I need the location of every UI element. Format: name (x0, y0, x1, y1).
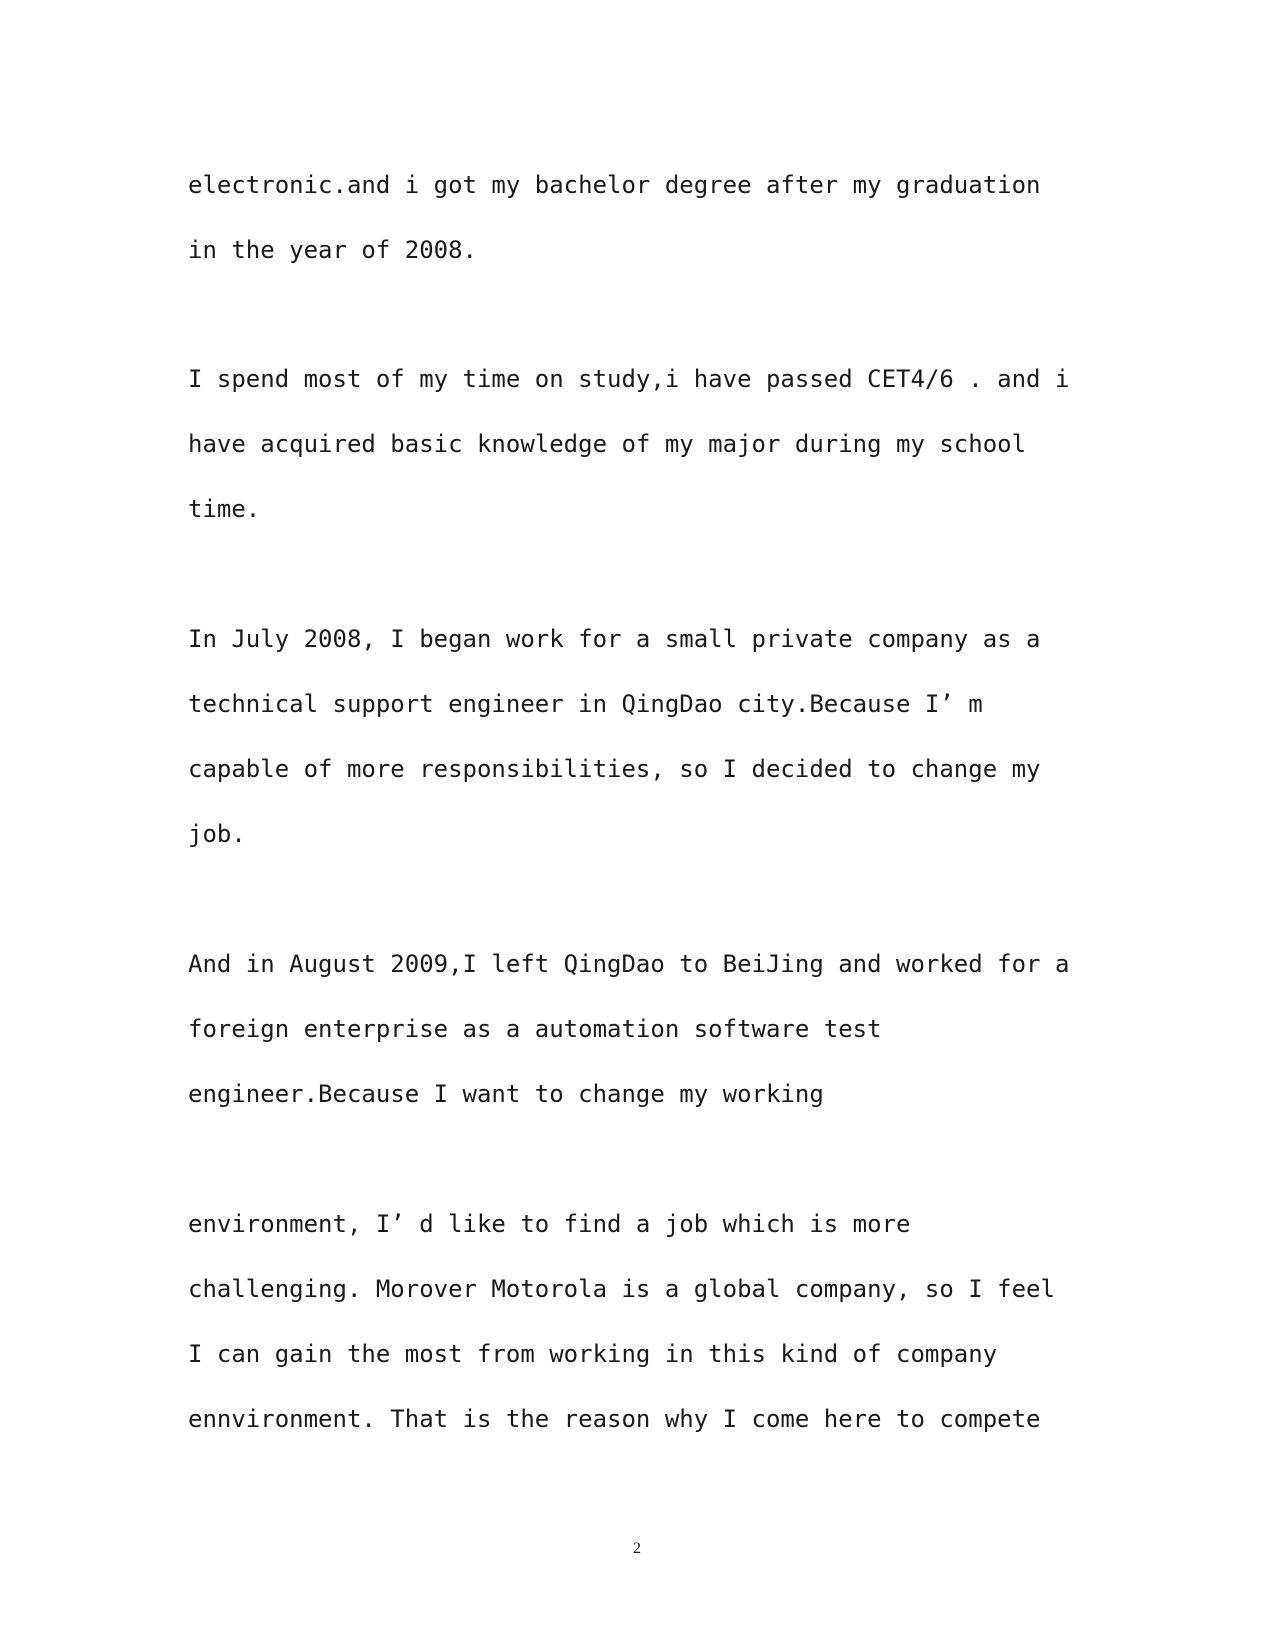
text-line: in the year of 2008. (188, 236, 477, 264)
text-line: foreign enterprise as a automation software test (188, 1015, 882, 1043)
text-line: have acquired basic knowledge of my major during my school (188, 430, 1027, 458)
text-line: I spend most of my time on study,i have passed CET4/6 . and i (188, 365, 1070, 393)
page-number: 2 (633, 1540, 641, 1557)
text-line: engineer.Because I want to change my working (188, 1080, 824, 1108)
text-line: challenging. Morover Motorola is a global company, so I feel (188, 1275, 1055, 1303)
text-line: job. (188, 820, 246, 848)
text-line: capable of more responsibilities, so I decided to change my (188, 755, 1041, 783)
text-line: time. (188, 495, 261, 523)
text-line: ennvironment. That is the reason why I come here to compete (188, 1405, 1041, 1433)
text-line: environment, I’ d like to find a job which is more (188, 1210, 911, 1238)
text-line: electronic.and i got my bachelor degree after my graduation (188, 171, 1041, 199)
text-line: And in August 2009,I left QingDao to BeiJing and worked for a (188, 950, 1070, 978)
text-line: technical support engineer in QingDao city.Because I’ m (188, 690, 983, 718)
text-line: In July 2008, I began work for a small private company as a (188, 625, 1041, 653)
text-line: I can gain the most from working in this kind of company (188, 1340, 998, 1368)
